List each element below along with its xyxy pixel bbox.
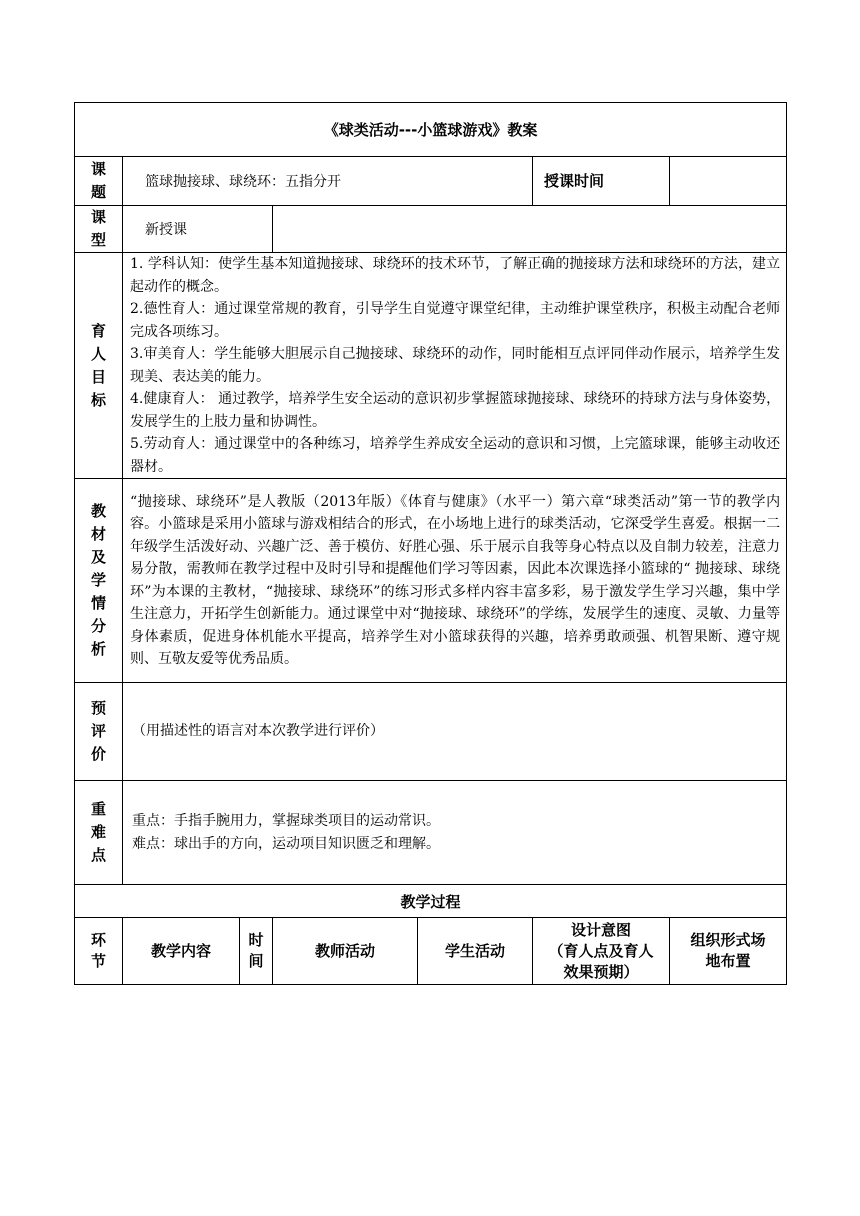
goal-item: 5.劳动育人：通过课堂中的各种练习，培养学生养成安全运动的意识和习惯，上完篮球课，能够主动收还器材。 <box>130 436 781 475</box>
goal-item: 4.健康育人： 通过教学，培养学生安全运动的意识初步掌握篮球抛接球、球绕环的持球方法与身体姿势，发展学生的上肢力量和协调性。 <box>130 391 781 430</box>
lesson-type-label: 课 型 <box>75 206 123 253</box>
header-teacher: 教师活动 <box>273 918 418 985</box>
process-header-row <box>75 918 787 985</box>
topic-row <box>75 157 787 206</box>
key-points-content <box>123 781 787 885</box>
title-row <box>75 103 787 157</box>
topic-value: 篮球抛接球、球绕环：五指分开 <box>123 157 533 206</box>
teaching-time-label: 授课时间 <box>533 157 670 206</box>
lesson-type-blank <box>273 206 787 253</box>
goals-row <box>75 253 787 479</box>
goal-item: 1. 学科认知：使学生基本知道抛接球、球绕环的技术环节，了解正确的抛接球方法和球绕环的方法，建立起动作的概念。 <box>130 256 781 295</box>
analysis-content <box>123 479 787 683</box>
analysis-row <box>75 479 787 683</box>
process-title-row <box>75 885 787 918</box>
teaching-time-value <box>670 157 787 206</box>
key-points-label: 重 难 点 <box>75 781 123 885</box>
analysis-text: “抛接球、球绕环”是人教版（2013年版）《体育与健康》（水平一）第六章“球类活动”第一节的教学内容。小篮球是采用小篮球与游戏相结合的形式，在小场地上进行的球类活动，它深受学生喜爱。根据一二年级学生活泼好动、兴趣广泛、善于模仿、好胜心强、乐于展示自我等身心特点以及自制力较差，注意力易分散，需教师在教学过程中及时引导和提醒他们学习等因素，因此本次课选择小篮球的“ 抛接球、球绕环”为本课的主教材，“抛接球、球绕环”的练习形式多样内容丰富多彩，易于激发学生学习兴趣，集中学生注意力，开拓学生创新能力。通过课堂中对“抛接球、球绕环”的学练，发展学生的速度、灵敏、力量等身体素质，促进身体机能水平提高，培养学生对小篮球获得的兴趣，培养勇敢顽强、机智果断、遵守规则、互敬友爱等优秀品质。 <box>130 493 781 667</box>
process-title: 教学过程 <box>75 885 787 918</box>
key-points-row <box>75 781 787 885</box>
difficult-point: 难点：球出手的方向，运动项目知识匮乏和理解。 <box>132 835 440 852</box>
lesson-plan-table <box>74 102 787 985</box>
document-title: 《球类活动---小篮球游戏》教案 <box>75 103 787 157</box>
goal-item: 3.审美育人：学生能够大胆展示自己抛接球、球绕环的动作，同时能相互点评同伴动作展示，培养学生发现美、表达美的能力。 <box>130 346 781 385</box>
topic-label: 课 题 <box>75 157 123 206</box>
header-student: 学生活动 <box>418 918 533 985</box>
goals-content <box>123 253 787 479</box>
header-organization: 组织形式场 地布置 <box>670 918 787 985</box>
evaluation-label: 预 评 价 <box>75 683 123 781</box>
header-content: 教学内容 <box>123 918 240 985</box>
key-point: 重点：手指手腕用力，掌握球类项目的运动常识。 <box>132 813 440 829</box>
lesson-type-value: 新授课 <box>123 206 273 253</box>
evaluation-content: （用描述性的语言对本次教学进行评价） <box>123 683 787 781</box>
goals-label: 育 人 目 标 <box>75 253 123 479</box>
header-time: 时 间 <box>240 918 273 985</box>
goal-item: 2.德性育人：通过课堂常规的教育，引导学生自觉遵守课堂纪律，主动维护课堂秩序，积极主动配合老师完成各项练习。 <box>130 301 781 340</box>
analysis-label: 教 材 及 学 情 分 析 <box>75 479 123 683</box>
evaluation-row <box>75 683 787 781</box>
header-intent: 设计意图 （育人点及育人 效果预期） <box>533 918 670 985</box>
header-stage: 环 节 <box>75 918 123 985</box>
lesson-type-row <box>75 206 787 253</box>
